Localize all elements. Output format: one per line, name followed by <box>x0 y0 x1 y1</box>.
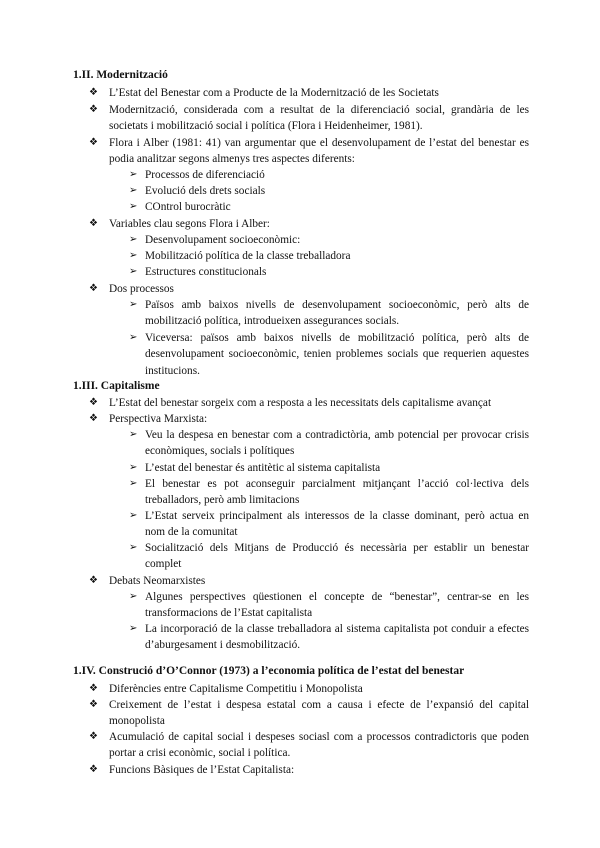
diamond-bullet-icon: ❖ <box>89 764 98 775</box>
arrow-bullet-icon: ➢ <box>129 299 138 310</box>
arrow-bullet-icon: ➢ <box>129 542 138 553</box>
list-item: ❖ Diferències entre Capitalisme Competitiu i Monopolista <box>89 681 529 697</box>
arrow-bullet-icon: ➢ <box>129 510 138 521</box>
sub-list-item: ➢ Viceversa: països amb baixos nivells de mobilització política, però alts de desenvolupament socioeconòmic, tenien problemes socials que requerien aquestes institucions. <box>129 332 529 377</box>
diamond-bullet-icon: ❖ <box>89 699 98 710</box>
arrow-bullet-icon: ➢ <box>129 478 138 489</box>
sub-list-item: ➢ Algunes perspectives qüestionen el concepte de “benestar”, centrar-se en les transformacions de l’Estat capitalista <box>129 591 529 620</box>
sub-list-item: ➢ L’Estat serveix principalment als interessos de la classe dominant, però actua en nom de la comunitat <box>129 510 529 539</box>
section-heading-oconnor: 1.IV. Construció d’O’Connor (1973) a l’economia política de l’estat del benestar <box>73 665 465 677</box>
list-item: ❖ L’Estat del Benestar com a Producte de la Modernització de les Societats <box>89 85 529 101</box>
sub-list-item: ➢ Estructures constitucionals <box>129 264 529 280</box>
section-heading-capitalisme: 1.III. Capitalisme <box>73 380 160 392</box>
arrow-bullet-icon: ➢ <box>129 250 138 261</box>
arrow-bullet-icon: ➢ <box>129 332 138 343</box>
diamond-bullet-icon: ❖ <box>89 218 98 229</box>
arrow-bullet-icon: ➢ <box>129 185 138 196</box>
diamond-bullet-icon: ❖ <box>89 104 98 115</box>
section-heading-modernitzacio: 1.II. Modernització <box>73 69 168 81</box>
diamond-bullet-icon: ❖ <box>89 397 98 408</box>
list-item: ❖ Dos processos <box>89 281 529 297</box>
arrow-bullet-icon: ➢ <box>129 234 138 245</box>
diamond-bullet-icon: ❖ <box>89 575 98 586</box>
list-item: ❖ L’Estat del benestar sorgeix com a resposta a les necessitats dels capitalisme avançat <box>89 395 529 411</box>
sub-list-item: ➢ El benestar es pot aconseguir parcialment mitjançant l’acció col·lectiva dels treballadors, però amb limitacions <box>129 478 529 507</box>
arrow-bullet-icon: ➢ <box>129 266 138 277</box>
list-item: ❖ Funcions Bàsiques de l’Estat Capitalista: <box>89 762 529 778</box>
sub-list-item: ➢ Veu la despesa en benestar com a contradictòria, amb potencial per provocar crisis econòmiques, socials i polítiques <box>129 429 529 458</box>
list-item: ❖ Debats Neomarxistes <box>89 573 529 589</box>
diamond-bullet-icon: ❖ <box>89 137 98 148</box>
sub-list-item: ➢ Socialització dels Mitjans de Producció és necessària per establir un benestar complet <box>129 542 529 571</box>
sub-list-item: ➢ COntrol burocràtic <box>129 199 529 215</box>
sub-list-item: ➢ L’estat del benestar és antitètic al sistema capitalista <box>129 460 529 476</box>
list-item: ❖ Acumulació de capital social i despeses sociasl com a processos contradictoris que poden portar a crisi econòmic, social i política. <box>89 731 529 760</box>
arrow-bullet-icon: ➢ <box>129 169 138 180</box>
arrow-bullet-icon: ➢ <box>129 429 138 440</box>
arrow-bullet-icon: ➢ <box>129 623 138 634</box>
sub-list-item: ➢ Processos de diferenciació <box>129 167 529 183</box>
arrow-bullet-icon: ➢ <box>129 201 138 212</box>
sub-list-item: ➢ Mobilització política de la classe treballadora <box>129 248 529 264</box>
diamond-bullet-icon: ❖ <box>89 87 98 98</box>
diamond-bullet-icon: ❖ <box>89 283 98 294</box>
diamond-bullet-icon: ❖ <box>89 731 98 742</box>
list-item: ❖ Flora i Alber (1981: 41) van argumentar que el desenvolupament de l’estat del benestar es podia analitzar segons almenys tres aspectes diferents: <box>89 137 529 166</box>
arrow-bullet-icon: ➢ <box>129 462 138 473</box>
sub-list-item: ➢ Desenvolupament socioeconòmic: <box>129 232 529 248</box>
list-item: ❖ Creixement de l’estat i despesa estatal com a causa i efecte de l’expansió del capital monopolista <box>89 699 529 728</box>
list-item: ❖ Variables clau segons Flora i Alber: <box>89 216 529 232</box>
list-item: ❖ Perspectiva Marxista: <box>89 411 529 427</box>
list-item: ❖ Modernització, considerada com a resultat de la diferenciació social, grandària de les societats i mobilització social i política (Flora i Heidenheimer, 1981). <box>89 104 529 133</box>
sub-list-item: ➢ La incorporació de la classe treballadora al sistema capitalista pot conduir a efectes d’aburgesament i desmobilització. <box>129 623 529 652</box>
arrow-bullet-icon: ➢ <box>129 591 138 602</box>
sub-list-item: ➢ Països amb baixos nivells de desenvolupament socioeconòmic, però alts de mobilització política, introdueixen assegurances socials. <box>129 299 529 328</box>
sub-list-item: ➢ Evolució dels drets socials <box>129 183 529 199</box>
diamond-bullet-icon: ❖ <box>89 413 98 424</box>
diamond-bullet-icon: ❖ <box>89 683 98 694</box>
